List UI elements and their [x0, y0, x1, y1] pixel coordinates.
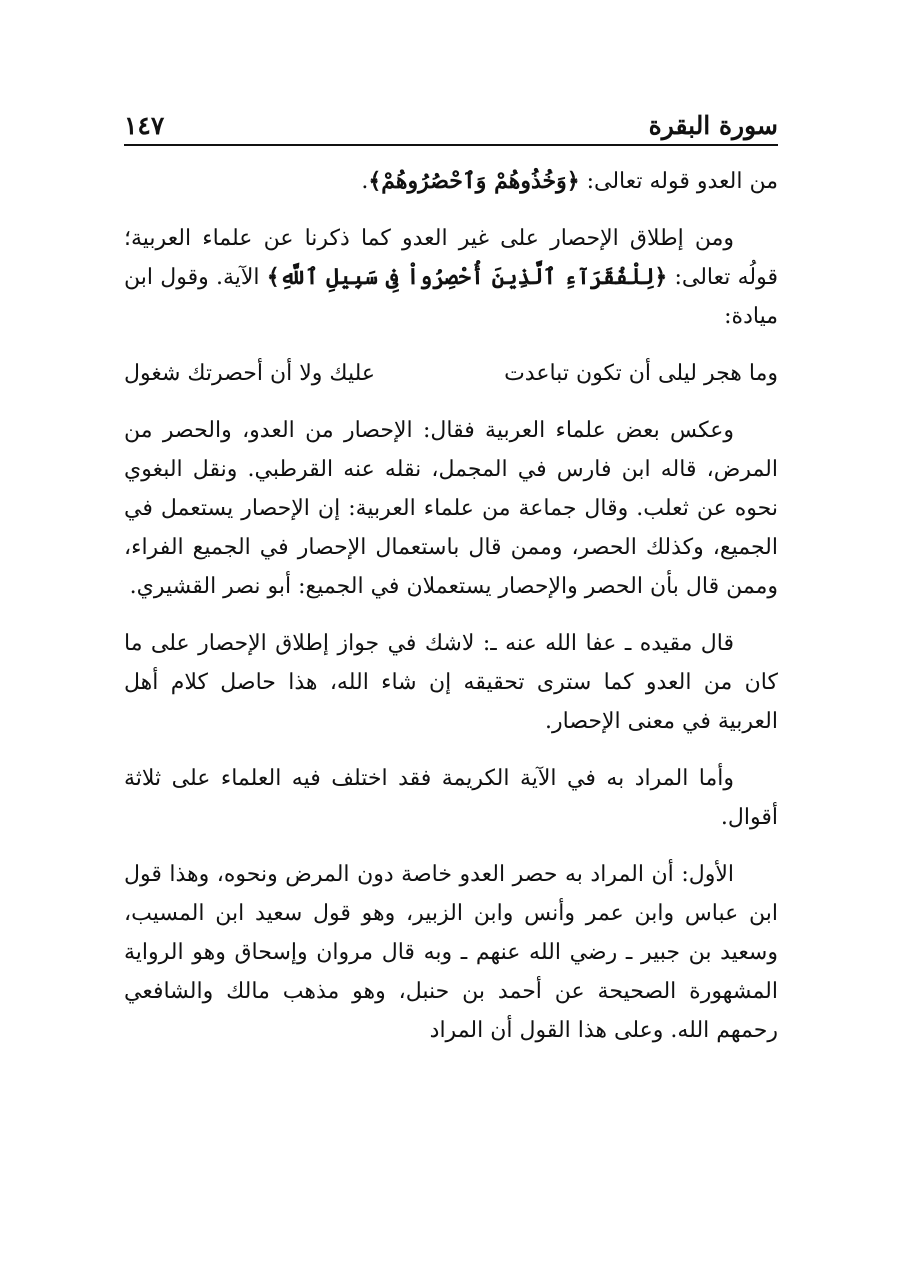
paragraph-4: قال مقيده ـ عفا الله عنه ـ: لاشك في جواز إطلاق الإحصار على ما كان من العدو كما سترى تحقيقه إن شاء الله، هذا حاصل كلام أهل العربية في معنى الإحصار. — [124, 631, 778, 734]
quran-quote-1: ﴿وَخُذُوهُمْ وَٱحْصُرُوهُمْ﴾ — [368, 168, 580, 194]
paragraph-1-end: . — [361, 169, 369, 194]
paragraph-1 — [124, 162, 778, 201]
paragraph-1-text: من العدو قوله تعالى: — [579, 169, 778, 194]
page-number: ١٤٧ — [124, 111, 165, 140]
page-body — [124, 162, 778, 1050]
verse-second-hemistich: عليك ولا أن أحصرتك شغول — [124, 361, 375, 386]
paragraph-2-end: الآية. وقول ابن ميادة: — [124, 265, 778, 329]
verse-first-hemistich: وما هجر ليلى أن تكون تباعدت — [504, 361, 778, 386]
paragraph-6: الأول: أن المراد به حصر العدو خاصة دون المرض ونحوه، وهذا قول ابن عباس وابن عمر وأنس وابن الزبير، وهو قول سعيد ابن المسيب، وسعيد بن جبير ـ رضي الله عنهم ـ وبه قال مروان وإسحاق وهو الرواية المشهورة الصحيحة عن أحمد بن حنبل، وهو مذهب مالك والشافعي رحمهم الله. وعلى هذا القول أن المراد — [124, 862, 778, 1043]
surah-title: سورة البقرة — [648, 111, 778, 140]
quran-quote-2: ﴿لِلْفُقَرَآءِ ٱلَّذِينَ أُحْصِرُواْ فِى سَبِيلِ ٱللَّهِ﴾ — [266, 264, 668, 290]
paragraph-3: وعكس بعض علماء العربية فقال: الإحصار من العدو، والحصر من المرض، قاله ابن فارس في المجمل، نقله عنه القرطبي. ونقل البغوي نحوه عن ثعلب. وقال جماعة من علماء العربية: إن الإحصار يستعمل في الجميع، وكذلك الحصر، وممن قال باستعمال الإحصار في الجميع الفراء، وممن قال بأن الحصر والإحصار يستعملان في الجميع: أبو نصر القشيري. — [124, 418, 778, 599]
poetry-verse — [124, 354, 778, 393]
book-page — [124, 100, 778, 1068]
paragraph-2-text: ومن إطلاق الإحصار على غير العدو كما ذكرنا عن علماء العربية؛ قولُه تعالى: — [124, 226, 778, 290]
page-header — [124, 100, 778, 146]
paragraph-5: وأما المراد به في الآية الكريمة فقد اختلف فيه العلماء على ثلاثة أقوال. — [124, 766, 778, 830]
paragraph-2 — [124, 219, 778, 336]
